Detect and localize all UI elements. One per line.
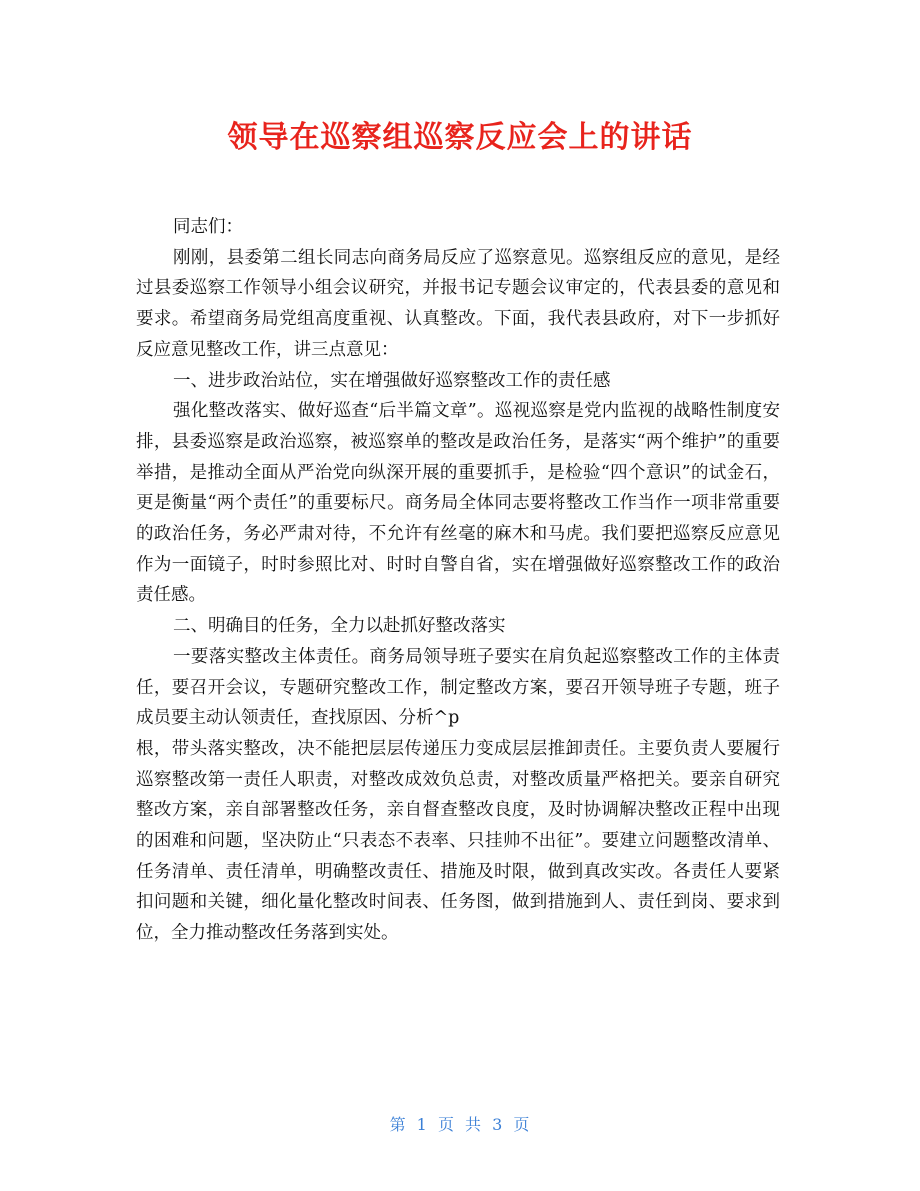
- paragraph-section-2a: 一要落实整改主体责任。商务局领导班子要实在肩负起巡察整改工作的主体责任，要召开会议，专题研究整改工作，制定整改方案，要召开领导班子专题，班子成员要主动认领责任，查找原因、分析^p: [136, 646, 780, 729]
- page-number-footer: 第 1 页 共 3 页: [389, 1115, 531, 1134]
- document-body: [136, 212, 780, 949]
- section-heading-1: 一、进步政治站位，实在增强做好巡察整改工作的责任感: [173, 370, 611, 391]
- paragraph-intro: 刚刚，县委第二组长同志向商务局反应了巡察意见。巡察组反应的意见，是经过县委巡察工作领导小组会议研究，并报书记专题会议审定的，代表县委的意见和要求。希望商务局党组高度重视、认真整改。下面，我代表县政府，对下一步抓好反应意见整改工作，讲三点意见：: [136, 247, 780, 360]
- document-title: 领导在巡察组巡察反应会上的讲话: [227, 120, 693, 155]
- section-heading-2: 二、明确目的任务，全力以赴抓好整改落实: [173, 616, 506, 637]
- paragraph-salutation: 同志们：: [173, 217, 243, 237]
- paragraph-section-2b: 根，带头落实整改，决不能把层层传递压力变成层层推卸责任。主要负责人要履行巡察整改第一责任人职责，对整改成效负总责，对整改质量严格把关。要亲自研究整改方案，亲自部署整改任务，亲自督查整改良度，及时协调解决整改正程中出现的困难和问题，坚决防止“只表态不表率、只挂帅不出征”。要建立问题整改清单、任务清单、责任清单，明确整改责任、措施及时限，做到真改实改。各责任人要紧扣问题和关键，细化量化整改时间表、任务图，做到措施到人、责任到岗、要求到位，全力推动整改任务落到实处。: [136, 738, 780, 944]
- paragraph-section-1: 强化整改落实、做好巡查“后半篇文章”。巡视巡察是党内监视的战略性制度安排，县委巡察是政治巡察，被巡察单的整改是政治任务，是落实“两个维护”的重要举措，是推动全面从严治党向纵深开展的重要抓手，是检验“四个意识”的试金石，更是衡量“两个责任”的重要标尺。商务局全体同志要将整改工作当作一项非常重要的政治任务，务必严肃对待，不允许有丝毫的麻木和马虎。我们要把巡察反应意见作为一面镜子，时时参照比对、时时自警自省，实在增强做好巡察整改工作的政治责任感。: [136, 401, 780, 606]
